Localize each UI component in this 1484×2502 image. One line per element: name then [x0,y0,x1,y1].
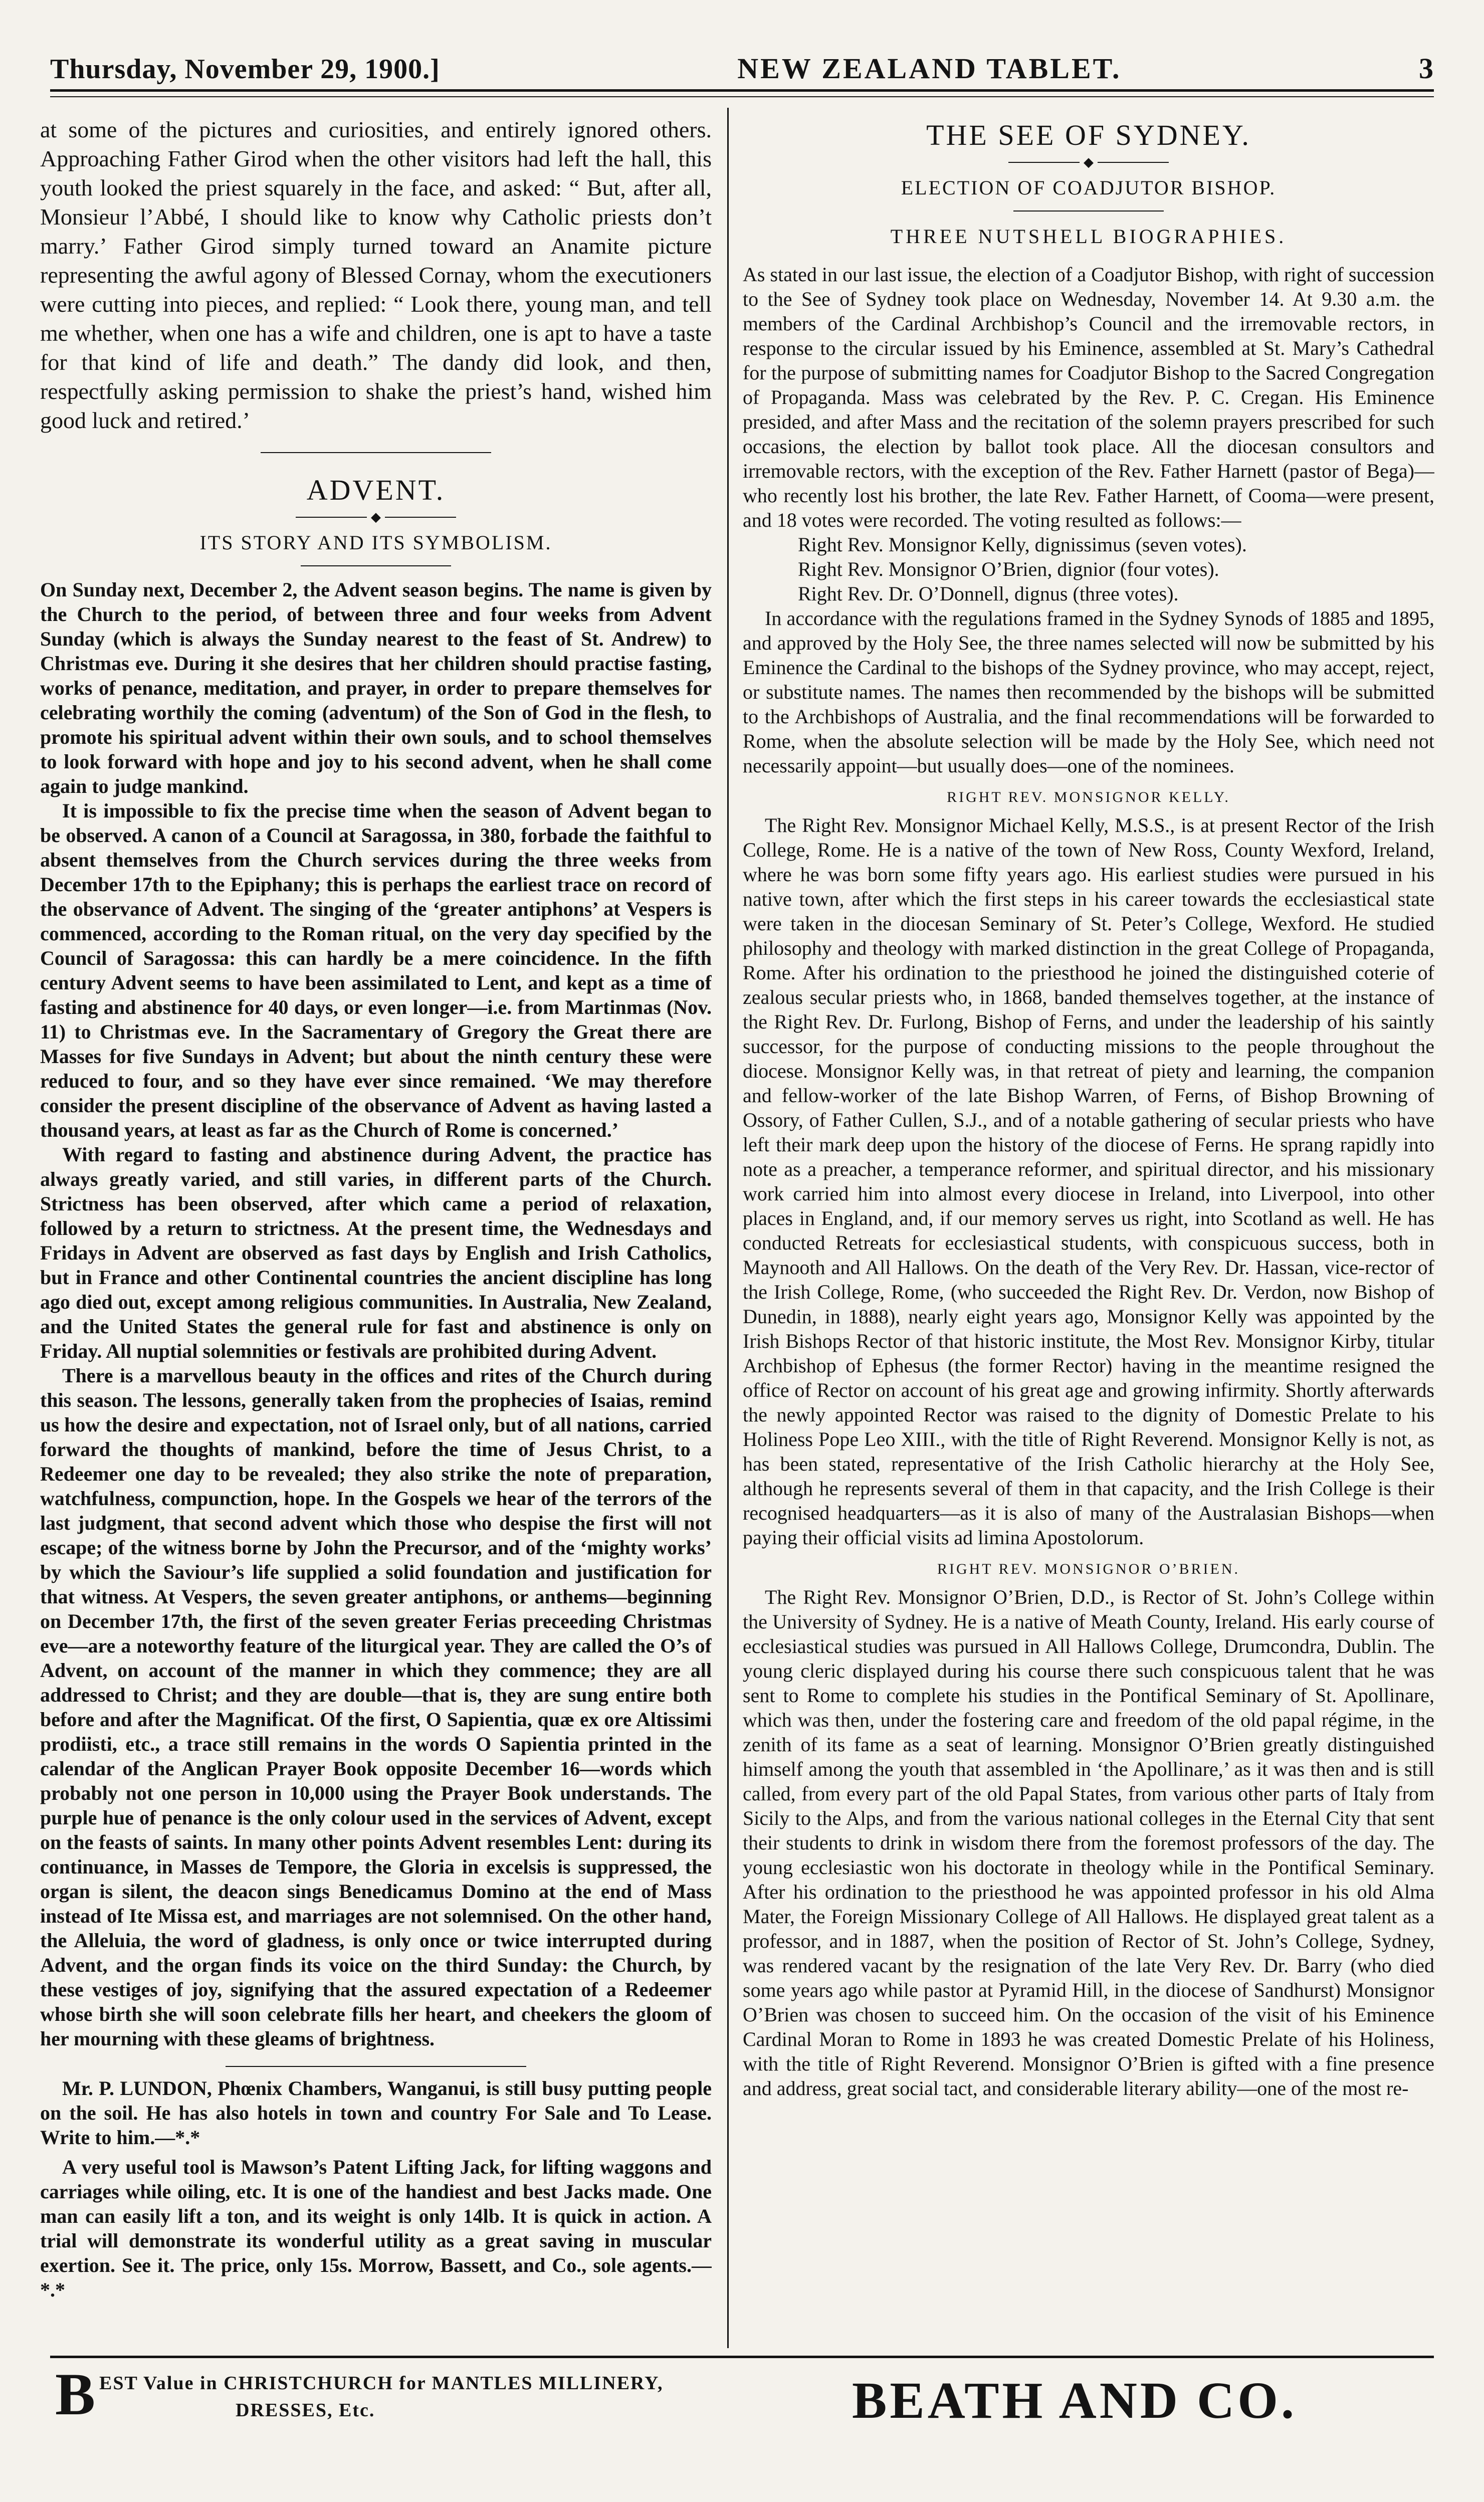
section-rule [261,452,491,453]
column-divider [727,108,729,2348]
newspaper-title: NEW ZEALAND TABLET. [737,52,1122,85]
masthead [50,39,1434,85]
vote-line: Right Rev. Monsignor O’Brien, dignior (four votes). [798,558,1219,580]
election-procedure: In accordance with the regulations framed in the Sydney Synods of 1885 and 1895, and approved by the Holy See, the three names selected will now be submitted by his Eminence the Cardinal to the bishops of the Sydney province, who may accept, reject, or substitute names. The names then recommended by the bishops will be submitted to the Archbishops of Australia, and the final recommendations will be forwarded to Rome, when the absolute selection will be made by the Holy See, which need not necessarily appoint—but usually does—one of the nominees. [743,607,1434,777]
vote-line: Right Rev. Dr. O’Donnell, dignus (three votes). [798,582,1179,605]
sydney-heading: THE SEE OF SYDNEY. [926,119,1251,151]
notice-lifting-jack: A very useful tool is Mawson’s Patent Lifting Jack, for lifting waggons and carriages while oiling, etc. It is one of the handiest and best Jacks made. One man can easily lift a ton, and its weight is only 14lb. It is quick in action. A trial will demonstrate its wonderful utility as a great saving in muscular exertion. See it. The price, only 15s. Morrow, Bassett, and Co., sole agents.—*.* [40,2156,712,2301]
advent-heading: ADVENT. [306,474,446,506]
right-column [743,115,1434,2346]
advertisement-beath: BEATH AND CO. [852,2372,1297,2429]
obrien-biography: The Right Rev. Monsignor O’Brien, D.D., is Rector of St. John’s College within the University of Sydney. He is a native of Meath County, Ireland. His early course of ecclesiastical studies was pursued in All Hallows College, Drumcondra, Dublin. The young cleric displayed during his course there such conspicuous talent that he was sent to Rome to complete his studies in the Pontifical Seminary of St. Apollinare, which was then, under the fostering care and freedom of the old papal régime, in the zenith of its fame as a seat of learning. Monsignor O’Brien greatly distinguished himself among the youth that assembled in ‘the Apollinare,’ as it was then and is still called, from every part of the old Papal States, from various other parts of Italy from Sicily to the Alps, and from the various national colleges in the Eternal City that sent their students to drink in wisdom there from the foremost professors of the day. The young ecclesiastic won his doctorate in theology while in the Pontifical Seminary. After his ordination to the priesthood he was appointed professor in his old Alma Mater, the Foreign Missionary College of All Hallows. He displayed great talent as a professor, and in 1887, when the position of Rector of St. John’s College, Sydney, was rendered vacant by the resignation of the late Very Rev. Dr. Barry (who died some years ago while pastor at Pyramid Hill, in the diocese of Sandhurst) Monsignor O’Brien was chosen to succeed him. On the occasion of the visit of his Eminence Cardinal Moran to Rome in 1893 he was created Domestic Prelate of his Holiness, with the title of Right Reverend. Monsignor O’Brien is gifted with a fine presence and address, great social tact, and considerable literary ability—one of the most re- [743,1586,1434,2100]
kelly-biography: The Right Rev. Monsignor Michael Kelly, M.S.S., is at present Rector of the Irish College, Rome. He is a native of the town of New Ross, County Wexford, Ireland, where he was born some fifty years ago. His earliest studies were pursued in his native town, after which the first steps in his career towards the ecclesiastical state were taken in the diocesan Seminary of St. Peter’s College, Wexford. He studied philosophy and theology with marked distinction in the great College of Propaganda, Rome. After his ordination to the priesthood he joined the distinguished coterie of zealous secular priests who, in 1868, banded themselves together, at the instance of the Right Rev. Dr. Furlong, Bishop of Ferns, and under the leadership of his saintly successor, for the purpose of conducting missions to the people throughout the diocese. Monsignor Kelly was, in that retreat of piety and learning, the companion and fellow-worker of the late Bishop Warren, of Ferns, of Bishop Browning of Ossory, of Father Cullen, S.J., and of a notable gathering of secular priests who have left their mark deep upon the history of the diocese of Ferns. He sprang rapidly into note as a preacher, a temperance reformer, and spiritual director, and his missionary work carried him into almost every diocese in Ireland, into Liverpool, into other places in England, and, if our memory serves us right, into Scotland as well. He has conducted Retreats for ecclesiastical students, with conspicuous success, both in Maynooth and All Hallows. On the death of the Very Rev. Dr. Hassan, vice-rector of the Irish College, Rome, (who succeeded the Right Rev. Dr. Verdon, now Bishop of Dunedin, in 1888), nearly eight years ago, Monsignor Kelly was appointed by the Irish Bishops Rector of that historic institute, the Most Rev. Monsignor Kirby, titular Archbishop of Ephesus (the former Rector) having in the meantime resigned the office of Rector on account of his great age and growing infirmity. Shortly afterwards the newly appointed Rector was raised to the dignity of Domestic Prelate to his Holiness Pope Leo XIII., with the title of Right Reverend. Monsignor Kelly is not, as has been stated, representative of the Irish Catholic hierarchy at the Holy See, although he represents several of them in that capacity, and the Irish College is their recognised headquarters—as it is also of many of the Australasian Bishops—when paying their official visits ad limina Apostolorum. [743,814,1434,1549]
masthead-rule-thin [50,96,1434,97]
footer-rule [50,2356,1434,2358]
masthead-rule [50,89,1434,92]
advent-paragraph: With regard to fasting and abstinence during Advent, the practice has always greatly varied, and still varies, in different parts of the Church. Strictness has been observed, after which came a period of relaxation, followed by a return to strictness. At the present time, the Wednesdays and Fridays in Advent are observed as fast days by English and Irish Catholics, but in France and other Continental countries the ancient discipline has long ago died out, except among religious communities. In Australia, New Zealand, and the United States the general rule for fast and abstinence is only on Friday. All nuptial solemnities or festivals are prohibited during Advent. [40,1143,712,1362]
page-number: 3 [1419,52,1434,85]
ad-line: DRESSES, Etc. [236,2400,375,2421]
vote-line: Right Rev. Monsignor Kelly, dignissimus (seven votes). [798,533,1247,556]
ad-drop-initial: B [55,2361,97,2427]
advent-paragraph: On Sunday next, December 2, the Advent season begins. The name is given by the Church to the period, of between three and four weeks from Advent Sunday (which is always the Sunday nearest to the feast of St. Andrew) to Christmas eve. During it she desires that her children should practise fasting, works of penance, meditation, and prayer, in order to prepare themselves for celebrating worthily the coming (adventum) of the Son of God in the flesh, to promote his spiritual advent within their own souls, and to school themselves to look forward with hope and joy to his second advent, when he shall come again to judge mankind. [40,578,712,797]
ad-line: EST Value in CHRISTCHURCH for MANTLES MILLINERY, [99,2373,664,2394]
biographies-subheading: THREE NUTSHELL BIOGRAPHIES. [890,225,1287,248]
issue-date: Thursday, November 29, 1900.] [50,54,440,85]
article-continuation: at some of the pictures and curiosities, and entirely ignored others. Approaching Father Girod when the other visitors had left the hall, this youth looked the priest squarely in the face, and asked: “ But, after all, Monsieur l’Abbé, I should like to know why Catholic priests don’t marry.’ Father Girod simply turned toward an Anamite picture representing the awful agony of Blessed Cornay, whom the executioners were cutting into pieces, and replied: “ Look there, young man, and tell me whether, when one has a wife and children, one is apt to have a taste for that kind of life and death.” The dandy did look, and then, respectfully asking permission to shake the priest’s hand, wished him good luck and retired.’ [40,117,712,433]
section-rule [226,2066,526,2067]
election-intro: As stated in our last issue, the election of a Coadjutor Bishop, with right of succession to the See of Sydney took place on Wednesday, November 14. At 9.30 a.m. the members of the Cardinal Archbishop’s Council and the irremovable rectors, in response to the circular issued by his Eminence, assembled at St. Mary’s Cathedral for the purpose of submitting names for Coadjutor Bishop to the Sacred Congregation of Propaganda. Mass was celebrated by the Rev. P. C. Cregan. His Eminence presided, and after Mass and the recitation of the solemn prayers prescribed for such occasions, the election by ballot took place. All the diocesan consultors and irremovable rectors, with the exception of the Rev. Father Harnett (pastor of Bega)—who recently lost his brother, the late Rev. Father Harnett, of Cooma—were present, and 18 votes were recorded. The voting resulted as follows:— [743,263,1434,531]
heading-rule [1013,211,1164,212]
left-column [40,115,712,2346]
election-subheading: ELECTION OF COADJUTOR BISHOP. [901,176,1277,199]
advent-paragraph: There is a marvellous beauty in the offices and rites of the Church during this season. The lessons, generally taken from the prophecies of Isaias, remind us how the desire and expectation, not of Israel only, but of all nations, carried forward the thoughts of mankind, before the time of Jesus Christ, to a Redeemer one day to be revealed; they also strike the note of preparation, watchfulness, compunction, hope. In the Gospels we hear of the terrors of the last judgment, that second advent which those who despise the first will not escape; of the witness borne by John the Precursor, and of the ‘mighty works’ by which the Saviour’s life supplied a solid foundation and justification for that witness. At Vespers, the seven greater antiphons, or anthems—beginning on December 17th, the first of the seven greater Ferias preceeding Christmas eve—are a noteworthy feature of the liturgical year. They are called the O’s of Advent, on account of the manner in which they commence; they are all addressed to Christ; and they are double—that is, they are sung entire both before and after the Magnificat. Of the first, O Sapientia, quæ ex ore Altissimi prodiisti, etc., a trace still remains in the words O Sapientia printed in the calendar of the Anglican Prayer Book opposite December 16—words which probably not one person in 10,000 using the Prayer Book understands. The purple hue of penance is the only colour used in the services of Advent, except on the feasts of saints. In many other points Advent resembles Lent: during its continuance, in Masses de Tempore, the Gloria in excelsis is suppressed, the organ is silent, the deacon sings Benedicamus Domino at the end of Mass instead of Ite Missa est, and marriages are not solemnised. On the other hand, the Alleluia, the word of gladness, is only once or twice interrupted during Advent, and the organ finds its voice on the third Sunday: the Church, by these vestiges of joy, signifying that the assured expectation of a Redeemer whose birth she will soon celebrate fills her heart, and cheekers the gloom of her mourning with these gleams of brightness. [40,1364,712,2050]
ornament-rule: ◆ [296,511,456,524]
advertisement-left [55,2361,717,2433]
advent-subheading: ITS STORY AND ITS SYMBOLISM. [199,531,552,554]
obrien-heading: RIGHT REV. MONSIGNOR O’BRIEN. [937,1561,1240,1577]
ornament-rule: ◆ [1008,156,1169,169]
notice-lundon: Mr. P. LUNDON, Phœnix Chambers, Wanganui, is still busy putting people on the soil. He has also hotels in town and country For Sale and To Lease. Write to him.—*.* [40,2077,712,2149]
kelly-heading: RIGHT REV. MONSIGNOR KELLY. [947,789,1230,805]
heading-rule [301,565,451,566]
advent-paragraph: It is impossible to fix the precise time when the season of Advent began to be observed. A canon of a Council at Saragossa, in 380, forbade the faithful to absent themselves from the Church services during the three weeks from December 17th to the Epiphany; this is perhaps the earliest trace on record of the observance of Advent. The singing of the ‘greater antiphons’ at Vespers is commenced, according to the Roman ritual, on the very day specified by the Council of Saragossa: this can hardly be a mere coincidence. In the fifth century Advent seems to have been assimilated to Lent, and kept as a time of fasting and abstinence for 40 days, or even longer—i.e. from Martinmas (Nov. 11) to Christmas eve. In the Sacramentary of Gregory the Great there are Masses for five Sundays in Advent; but about the ninth century these were reduced to four, and so they have ever since remained. ‘We may therefore consider the present discipline of the observance of Advent as having lasted a thousand years, at least as far as the Church of Rome is concerned.’ [40,799,712,1141]
